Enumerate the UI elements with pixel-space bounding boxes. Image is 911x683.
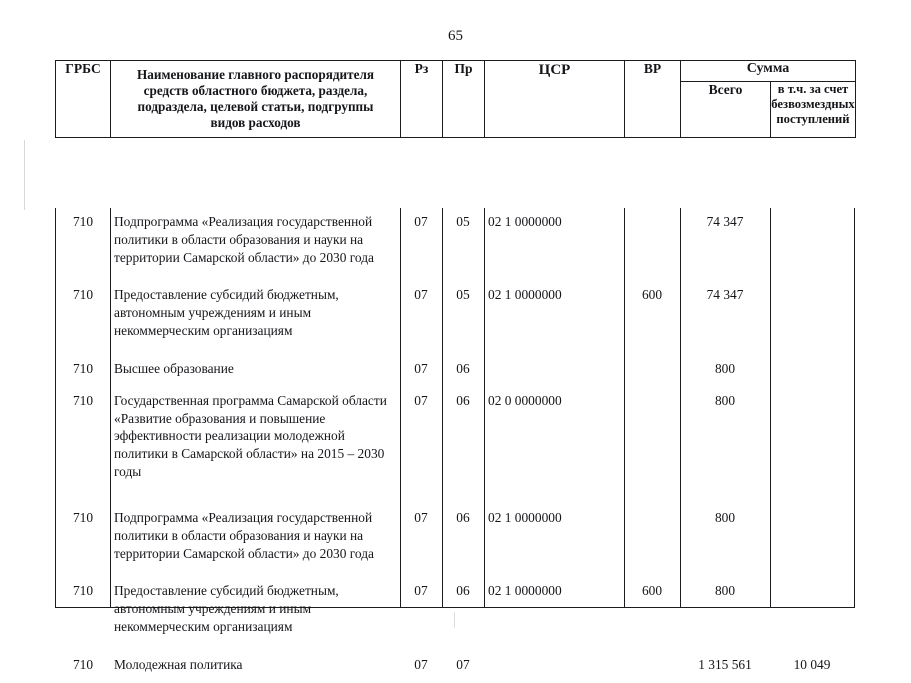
cell-vr bbox=[624, 387, 680, 490]
cell-name: Подпрограмма «Реализация государственной политики в области образования и науки на территории Самарской области» до 2030 года bbox=[114, 509, 374, 561]
cell-vr: 600 bbox=[641, 287, 663, 303]
cell-vr bbox=[624, 651, 680, 683]
cell-csr: 02 1 0000000 bbox=[488, 509, 562, 525]
cell-rz: 07 bbox=[414, 656, 428, 672]
cell-rz: 07 bbox=[414, 392, 428, 408]
cell-total: 74 347 bbox=[706, 214, 744, 229]
cell-csr: 02 0 0000000 bbox=[488, 392, 562, 408]
cell-vr bbox=[624, 208, 680, 275]
cell-pr: 05 bbox=[456, 214, 470, 229]
cell-free bbox=[770, 504, 854, 571]
cell-name: Подпрограмма «Реализация государственной политики в области образования и науки на территории Самарской области» до 2030 года bbox=[114, 214, 374, 265]
header-sum-free: в т.ч. за счет безвозмездных поступлений bbox=[771, 81, 856, 138]
margin-mark bbox=[24, 140, 25, 210]
cell-total: 74 347 bbox=[706, 287, 744, 303]
cell-free bbox=[770, 355, 854, 387]
cell-grbs: 710 bbox=[72, 287, 94, 303]
page-number: 65 bbox=[448, 28, 463, 44]
cell-pr: 06 bbox=[456, 509, 470, 525]
cell-total: 800 bbox=[714, 392, 736, 408]
table-row bbox=[56, 355, 854, 387]
budget-table-body bbox=[55, 208, 855, 672]
cell-total: 800 bbox=[714, 509, 736, 525]
header-pr: Пр bbox=[443, 61, 485, 138]
header-sum: Сумма bbox=[681, 61, 856, 82]
cell-grbs: 710 bbox=[72, 656, 94, 672]
table-row bbox=[56, 281, 854, 348]
cell-vr: 600 bbox=[641, 583, 663, 599]
cell-rz: 07 bbox=[414, 360, 428, 376]
header-rz: Рз bbox=[401, 61, 443, 138]
budget-table-header bbox=[55, 60, 856, 138]
cell-grbs: 710 bbox=[72, 360, 94, 376]
cell-total: 800 bbox=[714, 583, 736, 599]
cell-pr: 06 bbox=[456, 360, 470, 376]
header-csr: ЦСР bbox=[485, 61, 625, 138]
cell-grbs: 710 bbox=[72, 392, 94, 408]
cell-rz: 07 bbox=[414, 509, 428, 525]
table-row bbox=[56, 208, 854, 275]
cell-csr: 02 1 0000000 bbox=[488, 583, 562, 599]
cell-free bbox=[770, 281, 854, 348]
cell-csr bbox=[484, 651, 624, 683]
header-sum-total: Всего bbox=[681, 81, 771, 138]
cell-csr: 02 1 0000000 bbox=[488, 287, 562, 303]
cell-free bbox=[770, 387, 854, 490]
cell-rz: 07 bbox=[414, 583, 428, 599]
cell-name: Молодежная политика bbox=[114, 656, 243, 672]
cell-name: Предоставление субсидий бюджетным, автономным учреждениям и иным некоммерческим организациям bbox=[114, 583, 339, 635]
cell-pr: 05 bbox=[456, 287, 470, 303]
cell-rz: 07 bbox=[414, 287, 428, 303]
cell-grbs: 710 bbox=[72, 214, 94, 229]
cell-pr: 06 bbox=[456, 392, 470, 408]
table-row bbox=[56, 387, 854, 490]
table-row bbox=[56, 651, 854, 683]
cell-rz: 07 bbox=[414, 214, 428, 229]
cell-grbs: 710 bbox=[72, 583, 94, 599]
header-vr: ВР bbox=[625, 61, 681, 138]
cell-pr: 06 bbox=[456, 583, 470, 599]
cell-name: Предоставление субсидий бюджетным, автономным учреждениям и иным некоммерческим организациям bbox=[114, 287, 339, 339]
cell-grbs: 710 bbox=[72, 509, 94, 525]
row-spacer bbox=[56, 490, 854, 504]
cell-total: 800 bbox=[714, 360, 736, 376]
cell-vr bbox=[624, 355, 680, 387]
cell-total: 1 315 561 bbox=[698, 656, 752, 672]
table-row bbox=[56, 504, 854, 571]
cell-free: 10 049 bbox=[793, 656, 831, 672]
cell-free bbox=[770, 208, 854, 275]
cell-name: Государственная программа Самарской области «Развитие образования и повышение эффективности реализации молодежной политики в Самарской области» на 2015 – 2030 годы bbox=[114, 392, 387, 480]
cell-pr: 07 bbox=[456, 656, 470, 672]
header-name: Наименование главного распорядителя средств областного бюджета, раздела, подраздела, целевой статьи, подгруппы видов расходов bbox=[111, 61, 401, 138]
cell-name: Высшее образование bbox=[114, 360, 234, 376]
header-grbs: ГРБС bbox=[56, 61, 111, 138]
cell-csr bbox=[484, 355, 624, 387]
cell-free bbox=[770, 577, 854, 644]
cell-csr: 02 1 0000000 bbox=[488, 214, 562, 229]
cell-vr bbox=[624, 504, 680, 571]
table-row bbox=[56, 577, 854, 644]
